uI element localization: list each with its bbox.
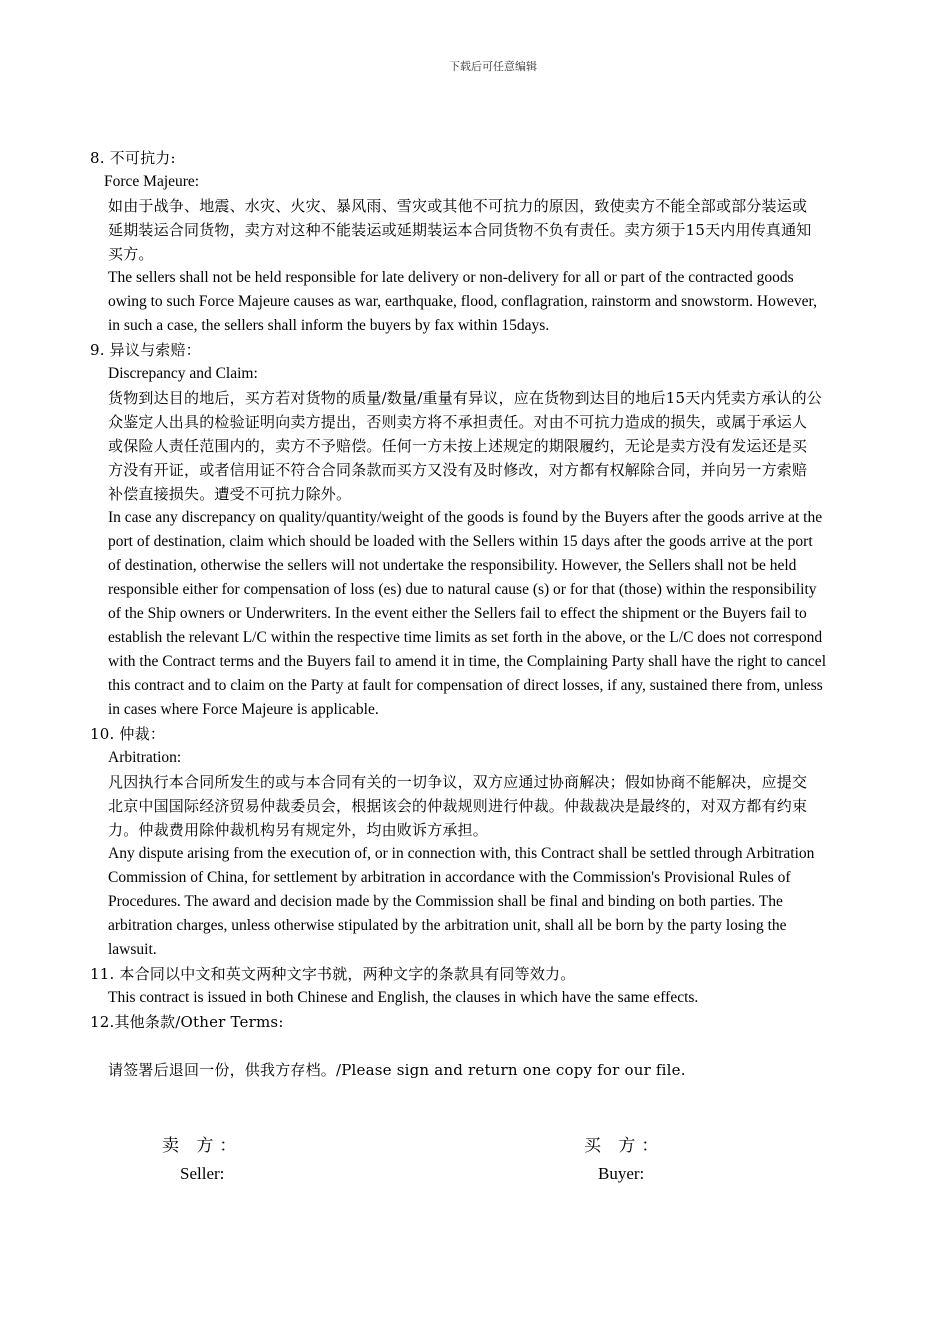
buyer-label-en: Buyer:: [598, 1164, 645, 1183]
page-header-note: 下载后可任意编辑: [449, 60, 537, 73]
cn-line: 北京中国国际经济贸易仲裁委员会，根据该会的仲裁规则进行仲裁。仲裁裁决是最终的，对双方都有约束: [108, 797, 808, 815]
section-12-heading: 12.其他条款/Other Terms:: [90, 1013, 284, 1031]
cn-line: 凡因执行本合同所发生的或与本合同有关的一切争议，双方应通过协商解决；假如协商不能解决，应提交: [108, 773, 808, 791]
buyer-signature-block: [584, 1132, 664, 1188]
section-10-title-en: Arbitration:: [108, 749, 182, 766]
cn-line: 货物到达目的地后，买方若对货物的质量/数量/重量有异议，应在货物到达目的地后15天内凭卖方承认的公: [108, 389, 822, 407]
en-line: port of destination, claim which should be loaded with the Sellers within 15 days after the goods arrive at the port: [108, 533, 813, 550]
section-9-title-en: Discrepancy and Claim:: [108, 365, 258, 382]
en-line: Commission of China, for settlement by arbitration in accordance with the Commission's Provisional Rules of: [108, 869, 791, 886]
en-line: Procedures. The award and decision made by the Commission shall be final and binding on both parties. The: [108, 893, 783, 910]
cn-line: 或保险人责任范围内的，卖方不予赔偿。任何一方未按上述规定的期限履约，无论是卖方没有发运还是买: [108, 437, 808, 455]
en-line: responsible either for compensation of loss (es) due to natural cause (s) or for that (those) within the responsibility: [108, 581, 817, 598]
en-line: owing to such Force Majeure causes as war, earthquake, flood, conflagration, rainstorm and snowstorm. However,: [108, 293, 817, 310]
section-8-cn: [90, 194, 895, 266]
en-line: The sellers shall not be held responsible for late delivery or non-delivery for all or part of the contracted goods: [108, 269, 794, 286]
cn-line: 方没有开证，或者信用证不符合合同条款而买方又没有及时修改，对方都有权解除合同，并向另一方索赔: [108, 461, 808, 479]
en-line: Any dispute arising from the execution of, or in connection with, this Contract shall be settled through Arbitration: [108, 845, 815, 862]
en-line: lawsuit.: [108, 941, 157, 958]
cn-line: 买方。: [108, 245, 154, 263]
cn-line: 如由于战争、地震、水灾、火灾、暴风雨、雪灾或其他不可抗力的原因，致使卖方不能全部或部分装运或: [108, 197, 808, 215]
cn-line: 众鉴定人出具的检验证明向卖方提出，否则卖方将不承担责任。对由不可抗力造成的损失，或属于承运人: [108, 413, 808, 431]
section-9-cn: [90, 386, 895, 506]
section-9-heading: 9. 异议与索赔：: [90, 341, 201, 359]
en-line: In case any discrepancy on quality/quantity/weight of the goods is found by the Buyers after the goods arrive at the: [108, 509, 823, 526]
buyer-label-cn: 买 方：: [584, 1136, 665, 1156]
spacer: [90, 1034, 895, 1058]
closing-note: 请签署后退回一份，供我方存档。/Please sign and return one copy for our file.: [108, 1061, 686, 1079]
en-line: of the Ship owners or Underwriters. In the event either the Sellers fail to effect the shipment or the Buyers fail to: [108, 605, 807, 622]
cn-line: 补偿直接损失。遭受不可抗力除外。: [108, 485, 352, 503]
contract-body: [90, 146, 895, 1082]
section-8-heading: 8. 不可抗力:: [90, 149, 176, 167]
en-line: arbitration charges, unless otherwise stipulated by the arbitration unit, shall all be born by the party losing the: [108, 917, 787, 934]
section-10-heading: 10. 仲裁：: [90, 725, 166, 743]
seller-label-en: Seller:: [180, 1164, 225, 1183]
section-8-en: [90, 266, 895, 338]
en-line: in cases where Force Majeure is applicable.: [108, 701, 379, 718]
section-9-en: [90, 506, 895, 722]
cn-line: 力。仲裁费用除仲裁机构另有规定外，均由败诉方承担。: [108, 821, 489, 839]
section-11-heading: 11. 本合同以中文和英文两种文字书就，两种文字的条款具有同等效力。: [90, 965, 576, 983]
section-11-en: This contract is issued in both Chinese and English, the clauses in which have the same effects.: [108, 989, 699, 1006]
en-line: this contract and to claim on the Party at fault for compensation of direct losses, if any, sustained there from, unless: [108, 677, 823, 694]
en-line: establish the relevant L/C within the respective time limits as set forth in the above, or the L/C does not correspond: [108, 629, 823, 646]
en-line: with the Contract terms and the Buyers fail to amend it in time, the Complaining Party shall have the right to cancel: [108, 653, 826, 670]
section-8-title-en: Force Majeure:: [104, 173, 200, 190]
section-10-cn: [90, 770, 895, 842]
en-line: in such a case, the sellers shall inform the buyers by fax within 15days.: [108, 317, 550, 334]
en-line: of destination, otherwise the sellers will not undertake the responsibility. However, the Sellers shall not be held: [108, 557, 797, 574]
section-10-en: [90, 842, 895, 962]
cn-line: 延期装运合同货物，卖方对这种不能装运或延期装运本合同货物不负有责任。卖方须于15天内用传真通知: [108, 221, 812, 239]
seller-signature-block: [162, 1132, 242, 1188]
seller-label-cn: 卖 方：: [162, 1136, 243, 1156]
